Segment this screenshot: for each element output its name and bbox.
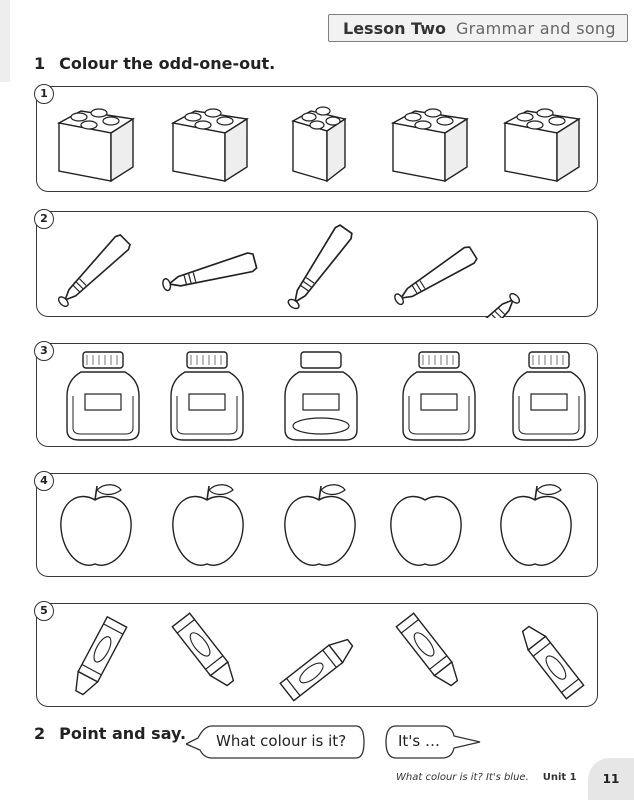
jar-icon — [403, 352, 475, 440]
page-footer — [396, 772, 577, 783]
exercise-2-number: 2 — [34, 724, 46, 743]
apple-icon — [285, 485, 355, 566]
jar-icon — [67, 352, 139, 440]
bat-icon — [391, 245, 478, 309]
block-row-illustration — [37, 87, 599, 193]
apple-icon — [173, 485, 243, 566]
crayon-icon — [280, 634, 357, 701]
question-bubble-text: What colour is it? — [216, 732, 347, 750]
small-block-icon — [293, 107, 345, 181]
jar-different-icon — [285, 352, 357, 440]
lesson-header — [328, 14, 628, 42]
page-edge-shade — [0, 0, 10, 82]
bat-reversed-icon — [446, 289, 523, 318]
lesson-number: Lesson Two — [343, 18, 446, 38]
crayon-icon — [396, 613, 463, 690]
jar-icon — [171, 352, 243, 440]
block-icon — [173, 109, 247, 181]
row-number-1: 1 — [34, 84, 54, 104]
exercise-1-instruction: Colour the odd-one-out. — [59, 54, 276, 73]
row-number-4: 4 — [34, 471, 54, 491]
bat-icon — [161, 252, 258, 295]
page-number: 11 — [588, 758, 634, 800]
bat-icon — [54, 233, 131, 310]
apple-row-illustration — [37, 474, 599, 578]
odd-one-out-row-5 — [36, 603, 598, 707]
block-icon — [505, 109, 579, 181]
odd-one-out-row-2 — [36, 211, 598, 317]
block-icon — [59, 109, 133, 181]
crayon-row-illustration — [37, 604, 599, 708]
crayon-icon — [172, 613, 239, 690]
row-number-2: 2 — [34, 209, 54, 229]
exercise-2-instruction: Point and say. — [59, 724, 187, 743]
footer-unit: Unit 1 — [542, 772, 577, 783]
exercise-1-title — [34, 54, 275, 73]
exercise-2-title — [34, 724, 186, 743]
odd-one-out-row-4 — [36, 473, 598, 577]
apple-no-stalk-icon — [391, 496, 461, 565]
apple-icon — [61, 485, 131, 566]
exercise-1-number: 1 — [34, 54, 46, 73]
footer-caption: What colour is it? It's blue. — [396, 772, 529, 783]
block-icon — [393, 109, 467, 181]
row-number-5: 5 — [34, 601, 54, 621]
lesson-topic: Grammar and song — [455, 18, 616, 38]
row-number-3: 3 — [34, 341, 54, 361]
jar-row-illustration — [37, 344, 599, 448]
bat-row-illustration — [37, 212, 599, 318]
crayon-icon — [70, 617, 127, 698]
answer-bubble-text: It's … — [398, 732, 441, 750]
odd-one-out-row-1 — [36, 86, 598, 192]
jar-icon — [513, 352, 585, 440]
odd-one-out-row-3 — [36, 343, 598, 447]
crayon-reversed-icon — [517, 622, 584, 699]
apple-icon — [501, 485, 571, 566]
bat-icon — [284, 224, 354, 313]
